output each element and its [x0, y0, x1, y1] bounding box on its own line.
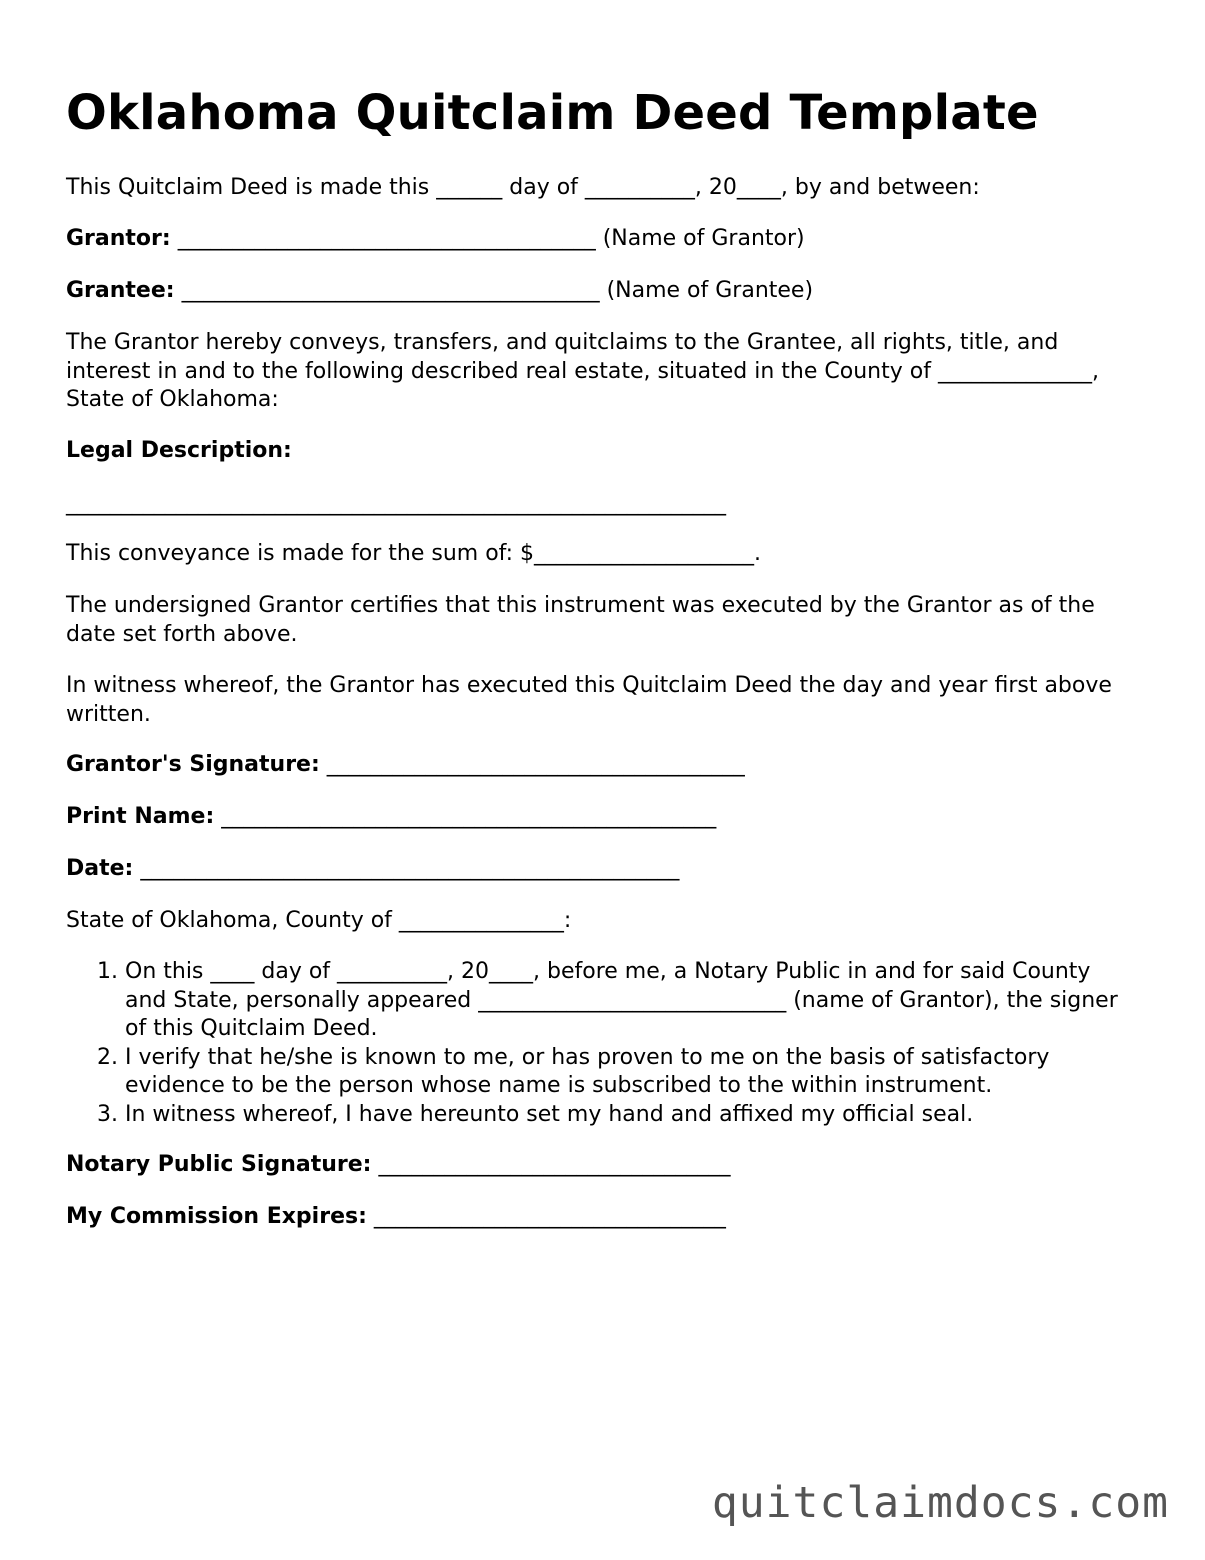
signature-field: ______________________________________: [319, 752, 745, 777]
date-line: [66, 855, 679, 884]
intro-line: This Quitclaim Deed is made this ______ day of __________, 20____, by and between:: [66, 175, 980, 200]
commission-expires-line: [66, 1203, 726, 1232]
watermark: quitclaimdocs.com: [711, 1478, 1169, 1528]
grantee-label: Grantee:: [66, 278, 175, 303]
notary-item: 2. I verify that he/she is known to me, or has proven to me on the basis of satisfactory evidence to be the person whose name is subscribed to the within instrument.: [125, 1044, 1130, 1101]
signature-label: Grantor's Signature:: [66, 752, 320, 777]
print-name-label: Print Name:: [66, 804, 215, 829]
date-field: _________________________________________________: [133, 856, 680, 881]
print-name-line: [66, 803, 716, 832]
sum-line: This conveyance is made for the sum of: $____________________.: [66, 541, 762, 566]
grantee-field: ______________________________________ (Name of Grantee): [174, 278, 814, 303]
legal-description-label: Legal Description:: [66, 438, 292, 463]
notary-signature-line: [66, 1151, 730, 1180]
grantor-field: ______________________________________ (Name of Grantor): [170, 226, 805, 251]
notary-signature-field: ________________________________: [371, 1152, 731, 1177]
commission-expires-label: My Commission Expires:: [66, 1204, 367, 1229]
notary-item: 1. On this ____ day of __________, 20____, before me, a Notary Public in and for said County and State, personally appeared ____________________________ (name of Grantor), the signer of this Quitclaim Deed.: [125, 958, 1130, 1044]
grantee-line: [66, 277, 813, 306]
grantor-label: Grantor:: [66, 226, 171, 251]
notary-list: [66, 958, 1130, 1129]
notary-item: 3. In witness whereof, I have hereunto set my hand and affixed my official seal.: [125, 1101, 1130, 1130]
signature-line: [66, 751, 745, 780]
date-label: Date:: [66, 856, 134, 881]
legal-description-line: ____________________________________________________________: [66, 491, 726, 516]
notary-signature-label: Notary Public Signature:: [66, 1152, 372, 1177]
witness-paragraph: In witness whereof, the Grantor has executed this Quitclaim Deed the day and year first above written.: [66, 673, 1112, 727]
document-title: Oklahoma Quitclaim Deed Template: [66, 85, 1039, 141]
certify-paragraph: The undersigned Grantor certifies that this instrument was executed by the Grantor as of the date set forth above.: [66, 593, 1095, 647]
print-name-field: _____________________________________________: [214, 804, 717, 829]
state-county-line: State of Oklahoma, County of _______________:: [66, 908, 572, 933]
conveyance-paragraph: The Grantor hereby conveys, transfers, and quitclaims to the Grantee, all rights, title, and interest in and to the following described real estate, situated in the County of ______________, State of Oklahoma:: [66, 330, 1099, 412]
commission-expires-field: ________________________________: [366, 1204, 726, 1229]
grantor-line: [66, 225, 805, 254]
